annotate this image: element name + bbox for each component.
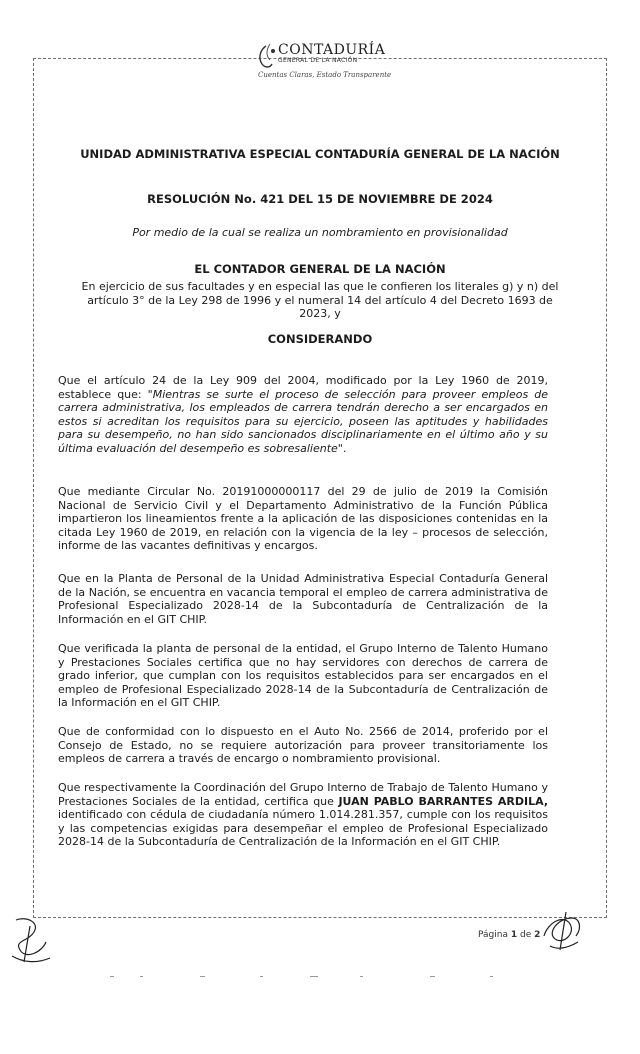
logo-wordmark — [278, 43, 385, 64]
page-total: 2 — [534, 930, 541, 940]
considering-heading: CONSIDERANDO — [267, 332, 373, 346]
exercise-clause: En ejercicio de sus facultades y en especial las que le confieren los literales g) y n) del artículo 3° de la Ley 298 de 1996 y el numeral 14 del artículo 4 del Decreto 1693 de 2023, y — [81, 280, 559, 320]
page-of: de — [520, 930, 532, 940]
logo-subtitle: GENERAL DE LA NACIÓN — [278, 57, 358, 64]
footer-scan-marks — [110, 975, 550, 979]
paragraph-auto: Que de conformidad con lo dispuesto en el Auto No. 2566 de 2014, proferido por el Consejo de Estado, no se requiere autorización para proveer transitoriamente los empleos de carrera a través de encargo o nombramiento provisional. — [58, 725, 548, 765]
paragraph-ley-909 — [58, 374, 548, 455]
page-label: Página — [478, 930, 508, 940]
resolution-purpose: Por medio de la cual se realiza un nombramiento en provisionalidad — [132, 226, 508, 239]
paragraph-text: . — [342, 441, 347, 455]
resolution-number: RESOLUCIÓN No. 421 DEL 15 DE NOVIEMBRE DE 2024 — [147, 192, 493, 206]
paragraph-vacancia: Que en la Planta de Personal de la Unidad Administrativa Especial Contaduría General de la Nación, se encuentra en vacancia temporal el empleo de carrera administrativa de Profesional Especializado 2028-14 de la Subcontaduría de Centralización de la Información en el GIT CHIP. — [58, 572, 548, 626]
paragraph-text: identificado con cédula de ciudadanía número 1.014.281.357, cumple con los requisitos y las competencias exigidas para desempeñar el empleo de Profesional Especializado 2028-14 de la Subcontaduría de Centralización de la Información en el GIT CHIP. — [58, 808, 548, 848]
page-current: 1 — [510, 930, 518, 940]
signature-right-icon — [536, 906, 586, 958]
authority-heading: EL CONTADOR GENERAL DE LA NACIÓN — [194, 262, 446, 276]
document-title: UNIDAD ADMINISTRATIVA ESPECIAL CONTADURÍA GENERAL DE LA NACIÓN — [80, 147, 560, 161]
person-name: JUAN PABLO BARRANTES ARDILA, — [338, 794, 548, 808]
paragraph-planta: Que verificada la planta de personal de la entidad, el Grupo Interno de Talento Humano y Prestaciones Sociales certifica que no hay servidores con derechos de carrera de grado inferior, que cumplan con los requisitos establecidos para ser encargados en el empleo de Profesional Especializado 2028-14 de la Subcontaduría de Centralización de la Información en el GIT CHIP. — [58, 642, 548, 709]
paragraph-circular: Que mediante Circular No. 20191000000117 del 29 de julio de 2019 la Comisión Nacional de Servicio Civil y el Departamento Administrativo de la Función Pública impartieron los lineamientos frente a la aplicación de las disposiciones contenidas en la citada Ley 1960 de 2019, en relación con la vigencia de la ley – procesos de selección, informe de las vacantes definitivas y encargos. — [58, 485, 548, 552]
logo-slogan: Cuentas Claras, Estado Transparente — [258, 71, 392, 79]
signature-left-icon — [6, 912, 58, 968]
paragraph-certifica — [58, 781, 548, 849]
quote-text: "Mientras se surte el proceso de selección para proveer empleos de carrera administrativa, los empleados de carrera tendrán derecho a ser encargados en estos si acreditan los requisitos para su ejercicio, poseen las aptitudes y habilidades para su desempeño, no han sido sancionados disciplinariamente en el último año y su última evaluación del desempeño es sobresaliente" — [58, 387, 548, 455]
paragraph-text: Que respectivamente la Coordinación del Grupo Interno de Trabajo de Talento Humano y Prestaciones Sociales de la entidad, certifica que — [58, 781, 548, 808]
logo-name: CONTADURÍA — [278, 42, 386, 58]
page-number — [478, 930, 540, 940]
paragraph-text: Que el artículo 24 de la Ley 909 del 2004, modificado por la Ley 1960 de 2019, establece que: — [58, 374, 548, 401]
